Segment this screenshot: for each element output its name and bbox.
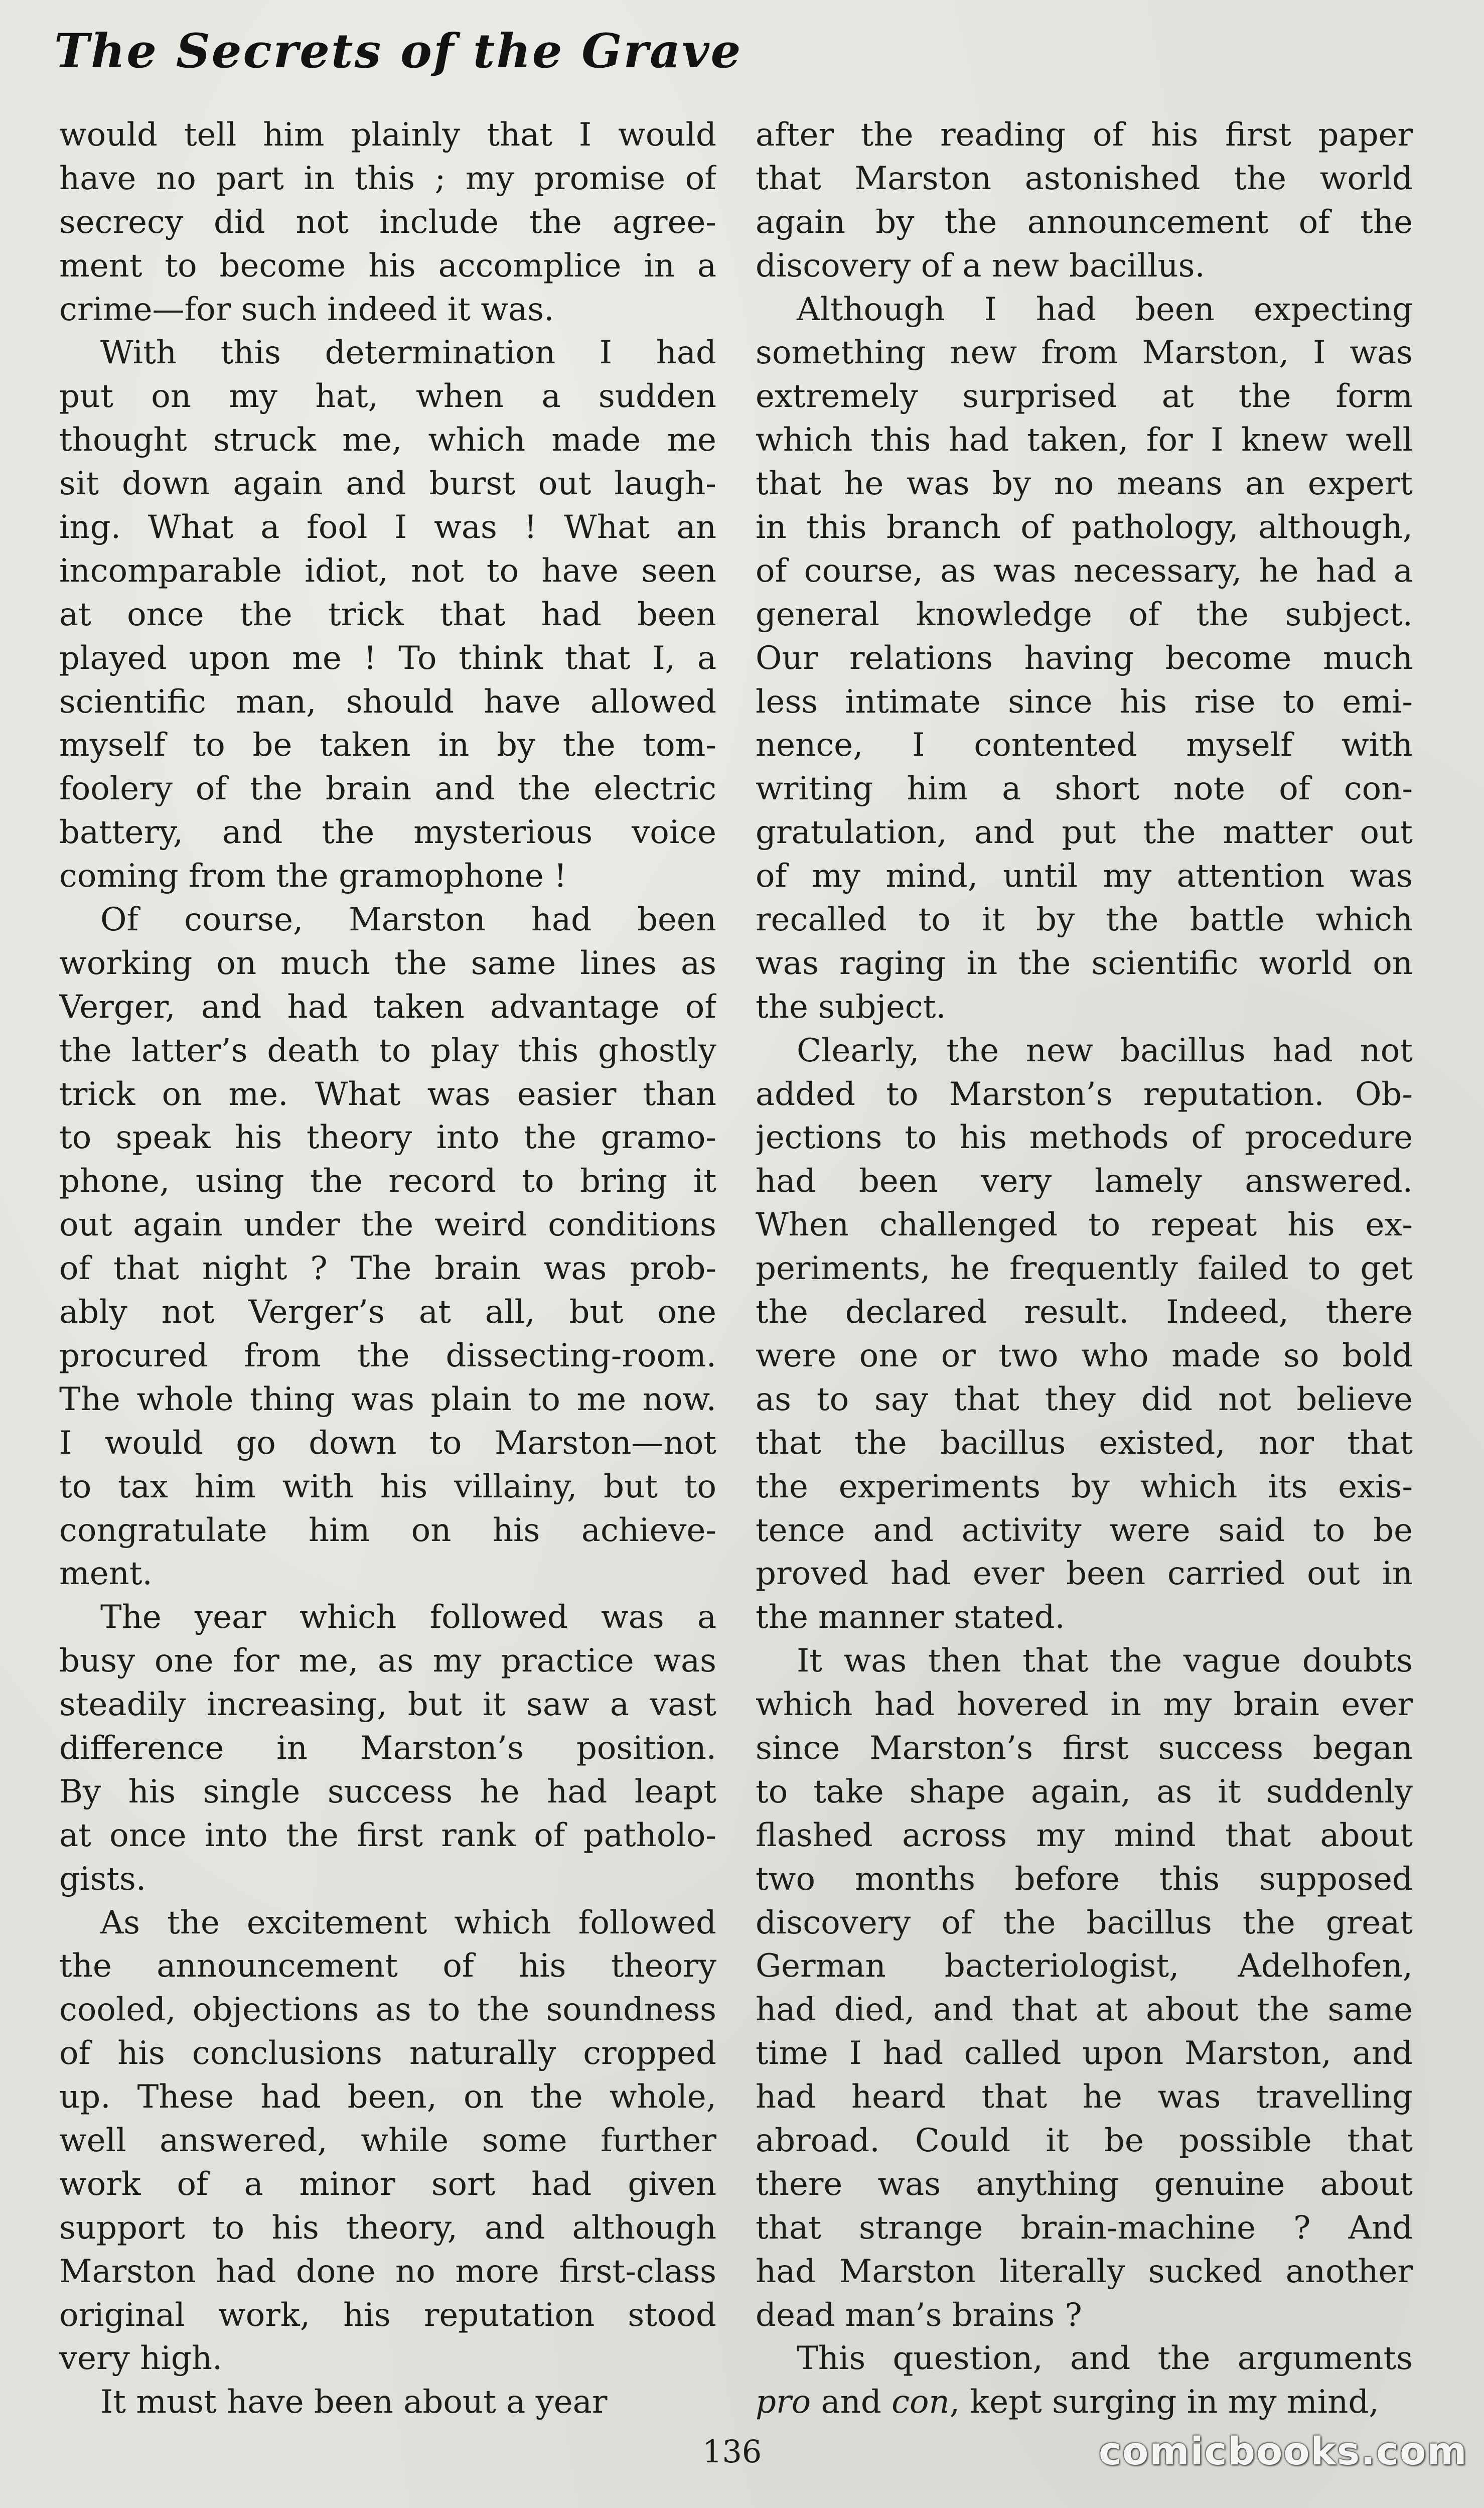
text-line: thought struck me, which made me: [59, 422, 716, 459]
text-line: were one or two who made so bold: [756, 1337, 1413, 1374]
text-line: which this had taken, for I knew well: [756, 422, 1413, 459]
text-line: after the reading of his first paper: [756, 116, 1413, 154]
text-line: general knowledge of the subject.: [756, 596, 1413, 633]
site-watermark: comicbooks.com: [1099, 2429, 1468, 2473]
text-line: the subject.: [756, 988, 946, 1026]
text-line: in this branch of pathology, although,: [756, 509, 1413, 546]
text-line: myself to be taken in by the tom-: [59, 727, 716, 764]
text-line: had been very lamely answered.: [756, 1163, 1413, 1200]
text-line: gists.: [59, 1860, 146, 1898]
text-line: at once the trick that had been: [59, 596, 716, 633]
text-line: tence and activity were said to be: [756, 1511, 1413, 1549]
text-line: ably not Verger’s at all, but one: [59, 1294, 716, 1331]
text-line: would tell him plainly that I would: [59, 116, 716, 154]
text-line: discovery of a new bacillus.: [756, 247, 1205, 285]
text-line: Clearly, the new bacillus had not: [797, 1032, 1413, 1069]
text-line: It must have been about a year: [100, 2384, 608, 2421]
story-title: The Secrets of the Grave: [54, 24, 743, 79]
text-line: put on my hat, when a sudden: [59, 378, 716, 415]
text-line: the latter’s death to play this ghostly: [59, 1032, 716, 1069]
text-line: out again under the weird conditions: [59, 1206, 716, 1244]
text-line: jections to his methods of procedure: [756, 1119, 1413, 1157]
text-line: incomparable idiot, not to have seen: [59, 552, 716, 590]
text-line: that strange brain-machine ? And: [756, 2209, 1413, 2247]
text-line: working on much the same lines as: [59, 944, 716, 982]
text-line: periments, he frequently failed to get: [756, 1250, 1413, 1288]
text-line: support to his theory, and although: [59, 2209, 716, 2247]
left-text-column: [59, 113, 716, 2424]
text-line: recalled to it by the battle which: [756, 901, 1413, 939]
text-line: difference in Marston’s position.: [59, 1729, 716, 1767]
text-line: up. These had been, on the whole,: [59, 2078, 716, 2116]
text-line: had died, and that at about the same: [756, 1991, 1413, 2029]
text-line: had heard that he was travelling: [756, 2078, 1413, 2116]
text-line: to take shape again, as it suddenly: [756, 1773, 1413, 1810]
text-line: was raging in the scientific world on: [756, 944, 1413, 982]
text-line: very high.: [59, 2340, 223, 2378]
text-line: to speak his theory into the gramo-: [59, 1119, 716, 1157]
text-line: something new from Marston, I was: [756, 334, 1413, 372]
text-line: of course, as was necessary, he had a: [756, 552, 1413, 590]
text-line: had Marston literally sucked another: [756, 2253, 1413, 2290]
text-line: battery, and the mysterious voice: [59, 814, 716, 852]
text-line: original work, his reputation stood: [59, 2296, 716, 2334]
text-line: Marston had done no more first-class: [59, 2253, 716, 2290]
text-line: that Marston astonished the world: [756, 160, 1413, 197]
text-line: as to say that they did not believe: [756, 1380, 1413, 1418]
right-text-column: [756, 113, 1413, 2424]
text-line: the experiments by which its exis-: [756, 1468, 1413, 1505]
text-line: discovery of the bacillus the great: [756, 1904, 1413, 1941]
text-line: As the excitement which followed: [100, 1904, 716, 1941]
text-line: phone, using the record to bring it: [59, 1163, 716, 1200]
text-line: that the bacillus existed, nor that: [756, 1424, 1413, 1462]
text-line: ment.: [59, 1555, 153, 1593]
text-line: of his conclusions naturally cropped: [59, 2035, 716, 2072]
text-line: The whole thing was plain to me now.: [59, 1380, 716, 1418]
text-line: work of a minor sort had given: [59, 2165, 716, 2203]
text-line: ing. What a fool I was ! What an: [59, 509, 716, 546]
text-line: steadily increasing, but it saw a vast: [59, 1686, 716, 1724]
text-line: nence, I contented myself with: [756, 727, 1413, 764]
text-line: It was then that the vague doubts: [797, 1642, 1413, 1680]
text-line: played upon me ! To think that I, a: [59, 639, 716, 677]
text-line: sit down again and burst out laugh-: [59, 465, 716, 503]
text-line: I would go down to Marston—not: [59, 1424, 716, 1462]
text-line: Verger, and had taken advantage of: [59, 988, 716, 1026]
text-line: flashed across my mind that about: [756, 1817, 1413, 1854]
text-line: the manner stated.: [756, 1599, 1065, 1636]
text-line: two months before this supposed: [756, 1860, 1413, 1898]
text-line: German bacteriologist, Adelhofen,: [756, 1947, 1413, 1985]
text-line: crime—for such indeed it was.: [59, 291, 554, 328]
text-line: procured from the dissecting-room.: [59, 1337, 716, 1374]
text-line: the declared result. Indeed, there: [756, 1294, 1413, 1331]
text-line: gratulation, and put the matter out: [756, 814, 1413, 852]
text-line: cooled, objections as to the soundness: [59, 1991, 716, 2029]
text-line: pro and con, kept surging in my mind,: [756, 2384, 1379, 2421]
text-line: Our relations having become much: [756, 639, 1413, 677]
text-line: of that night ? The brain was prob-: [59, 1250, 716, 1288]
text-line: the announcement of his theory: [59, 1947, 716, 1985]
text-line: When challenged to repeat his ex-: [756, 1206, 1413, 1244]
text-line: Although I had been expecting: [797, 291, 1413, 328]
text-line: there was anything genuine about: [756, 2165, 1413, 2203]
text-line: secrecy did not include the agree-: [59, 203, 716, 241]
text-line: busy one for me, as my practice was: [59, 1642, 716, 1680]
text-line: of my mind, until my attention was: [756, 858, 1413, 895]
text-line: trick on me. What was easier than: [59, 1075, 716, 1113]
text-line: that he was by no means an expert: [756, 465, 1413, 503]
text-line: This question, and the arguments: [797, 2340, 1413, 2378]
page-number: 136: [702, 2433, 762, 2470]
text-line: again by the announcement of the: [756, 203, 1413, 241]
text-line: at once into the first rank of patholo-: [59, 1817, 716, 1854]
text-line: less intimate since his rise to emi-: [756, 683, 1413, 721]
text-line: to tax him with his villainy, but to: [59, 1468, 716, 1505]
text-line: have no part in this ; my promise of: [59, 160, 716, 197]
text-line: time I had called upon Marston, and: [756, 2035, 1413, 2072]
text-line: abroad. Could it be possible that: [756, 2122, 1413, 2159]
text-line: well answered, while some further: [59, 2122, 716, 2159]
text-line: coming from the gramophone !: [59, 858, 567, 895]
text-line: The year which followed was a: [100, 1599, 716, 1636]
text-line: dead man’s brains ?: [756, 2296, 1082, 2334]
text-line: writing him a short note of con-: [756, 770, 1413, 808]
text-line: since Marston’s first success began: [756, 1729, 1413, 1767]
text-line: foolery of the brain and the electric: [59, 770, 716, 808]
text-line: which had hovered in my brain ever: [756, 1686, 1413, 1724]
text-line: proved had ever been carried out in: [756, 1555, 1413, 1593]
text-line: extremely surprised at the form: [756, 378, 1413, 415]
text-line: By his single success he had leapt: [59, 1773, 716, 1810]
text-line: congratulate him on his achieve-: [59, 1511, 716, 1549]
text-line: added to Marston’s reputation. Ob-: [756, 1075, 1413, 1113]
text-line: ment to become his accomplice in a: [59, 247, 716, 285]
text-line: Of course, Marston had been: [100, 901, 716, 939]
text-line: With this determination I had: [100, 334, 716, 372]
text-line: scientific man, should have allowed: [59, 683, 716, 721]
